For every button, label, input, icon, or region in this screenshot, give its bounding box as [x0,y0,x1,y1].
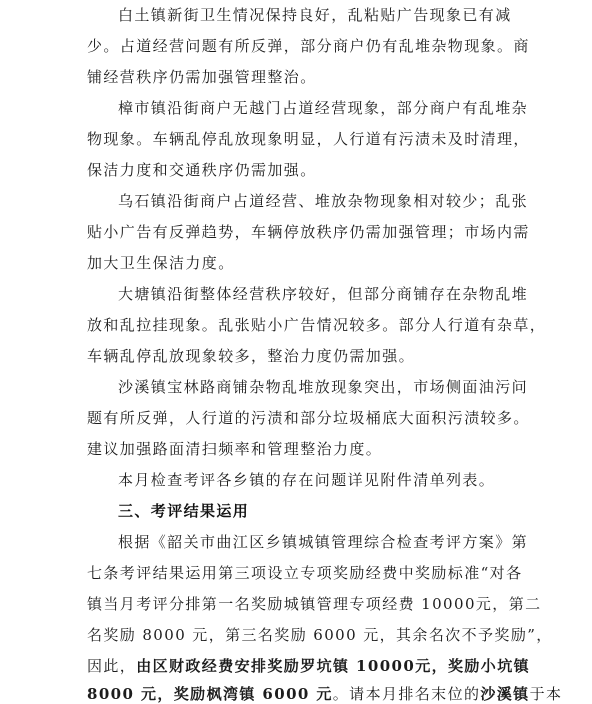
last-paragraph-line-1: 根据《韶关市曲江区乡镇城镇管理综合检查考评方案》第 [118,533,529,551]
last-paragraph-line-5 [87,656,530,676]
paragraph-4-line-2: 放和乱拉挂现象。乱张贴小广告情况较多。部分人行道有杂草， [87,316,547,334]
paragraph-1-line-1: 白土镇新街卫生情况保持良好，乱粘贴广告现象已有减 [118,6,512,24]
line-5-prefix: 因此， [87,657,137,675]
paragraph-5-line-2: 题有所反弹，人行道的污渍和部分垃圾桶底大面积污渍较多。 [87,409,530,427]
paragraph-2-line-1: 樟市镇沿街商户无越门占道经营现象，部分商户有乱堆杂 [118,99,529,117]
last-paragraph-line-4: 名奖励 8000 元，第三名奖励 6000 元，其余名次不予奖励”， [87,626,553,644]
paragraph-6-line-1: 本月检查考评各乡镇的存在问题详见附件清单列表。 [118,471,496,489]
line-6-suffix: 于本 [529,685,563,703]
paragraph-4-line-3: 车辆乱停乱放现象较多，整治力度仍需加强。 [87,347,416,365]
paragraph-3-line-1: 乌石镇沿街商户占道经营、堆放杂物现象相对较少；乱张 [118,192,529,210]
paragraph-1-line-3: 铺经营秩序仍需加强管理整治。 [87,68,317,86]
paragraph-5-line-3: 建议加强路面清扫频率和管理整治力度。 [87,440,383,458]
last-paragraph-line-3: 镇当月考评分排第一名奖励城镇管理专项经费 10000元，第二 [87,595,542,613]
paragraph-5-line-1: 沙溪镇宝林路商铺杂物乱堆放现象突出，市场侧面油污问 [118,378,529,396]
paragraph-3-line-3: 加大卫生保洁力度。 [87,254,235,272]
section-heading: 三、考评结果运用 [118,502,250,520]
last-paragraph-line-2: 七条考评结果运用第三项设立专项奖励经费中奖励标准“对各 [87,564,523,582]
line-6-bold-text: 8000 元，奖励枫湾镇 6000 元 [87,685,333,703]
paragraph-3-line-2: 贴小广告有反弹趋势，车辆停放秩序仍需加强管理；市场内需 [87,223,530,241]
paragraph-2-line-3: 保洁力度和交通秩序仍需加强。 [87,161,317,179]
line-6-middle-text: 。请本月排名末位的 [332,685,481,703]
line-5-bold-text: 由区财政经费安排奖励罗坑镇 10000元，奖励小坑镇 [136,657,531,675]
paragraph-4-line-1: 大塘镇沿街整体经营秩序较好，但部分商铺存在杂物乱堆 [118,285,529,303]
line-6-bold-town: 沙溪镇 [480,685,530,703]
last-paragraph-line-6 [87,684,562,704]
paragraph-1-line-2: 少。占道经营问题有所反弹，部分商户仍有乱堆杂物现象。商 [87,37,530,55]
paragraph-2-line-2: 物现象。车辆乱停乱放现象明显，人行道有污渍未及时清理， [87,130,530,148]
